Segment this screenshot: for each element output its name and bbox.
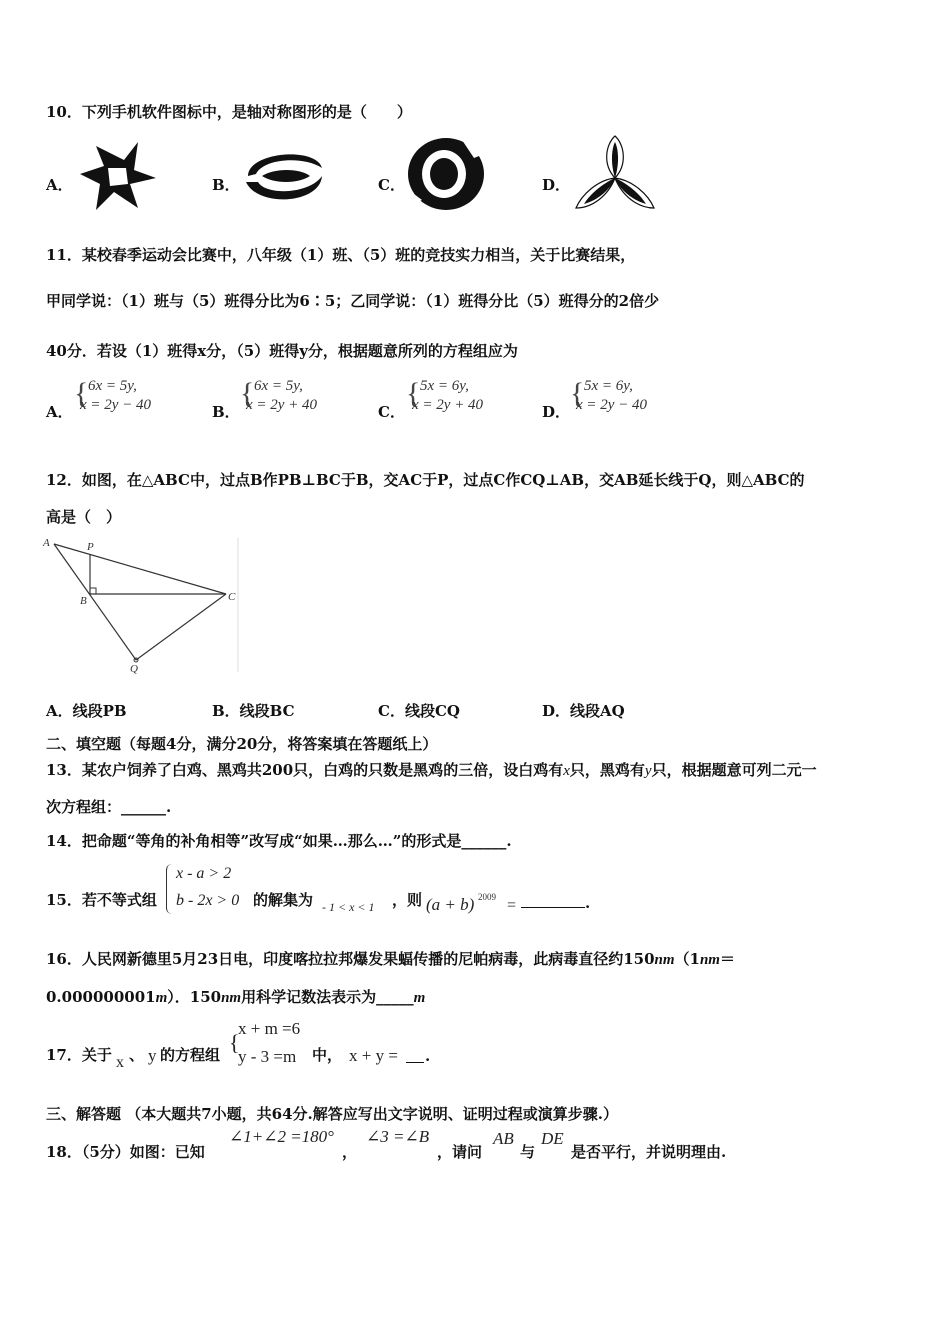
q12-line2: 高是（ ） [46,508,122,526]
swirl-icon [404,134,488,212]
q17-mid: 的方程组 [160,1046,221,1064]
q15-answer-blank [521,907,585,908]
q18-cond1: ∠1+∠2 =180° [229,1127,334,1146]
q15-equals: = [507,897,517,914]
q17-x: x [116,1054,124,1071]
q18-end: 是否平行，并说明理由. [571,1143,727,1161]
q12-option-d: D．线段AQ [542,702,625,720]
q12-option-a: A．线段PB [46,702,127,720]
q11-option-a-label: A． [46,403,73,421]
fig-label-c: C [228,591,236,603]
q18-cond2: ∠3 =∠B [366,1127,430,1146]
q17-brace: { [229,1030,240,1055]
double-arc-icon [244,146,324,206]
q15-exponent: 2009 [478,892,496,902]
q13-line1: 13．某农户饲养了白鸡、黑鸡共200只，白鸡的只数是黑鸡的三倍，设白鸡有x只，黑鸡有y只，根据题意可列二元一 [46,761,817,779]
q15-prefix: 15．若不等式组 [46,891,157,909]
q15-mid: 的解集为 [253,891,314,909]
star-icon [78,138,158,212]
q18-comma: ， [342,1143,358,1161]
fig-label-q: Q [130,663,138,674]
q17-after: 中， [312,1046,343,1064]
q15-system: x - a > 2 b - 2x > 0 [164,862,254,918]
q18-de: DE [541,1129,564,1148]
q10-option-b-label: B． [212,176,240,194]
trefoil-icon [572,134,658,212]
fig-label-p: P [87,541,94,553]
q16-line2: 0.000000001m）．150nm用科学记数法表示为_____m [46,988,426,1006]
q11-option-b-label: B． [212,403,240,421]
q18-ab: AB [493,1129,514,1148]
q17-expr: x + y = [349,1046,398,1065]
q11-line1: 11．某校春季运动会比赛中，八年级（1）班、（5）班的竞技实力相当，关于比赛结果， [46,246,636,264]
q10-option-d-label: D． [542,176,571,194]
q12-option-b: B．线段BC [212,702,295,720]
q18-ask: ，请问 [437,1143,483,1161]
q11-line2: 甲同学说：（1）班与（5）班得分比为6∶5；乙同学说：（1）班得分比（5）班得分的2倍少 [46,292,660,310]
q18-and: 与 [520,1143,536,1161]
q10-option-c-label: C． [378,176,405,194]
q11-option-c-label: C． [378,403,405,421]
section2-heading: 二、填空题（每题4分，满分20分，将答案填在答题纸上） [46,735,438,753]
q10-text: 10．下列手机软件图标中，是轴对称图形的是（ ） [46,103,412,121]
q15-then: ，则 [392,891,423,909]
q17-prefix: 17．关于 [46,1046,112,1064]
q10-option-a-label: A． [46,176,73,194]
q17-y: y [148,1046,157,1065]
q12-line1: 12．如图，在△ABC中，过点B作PB⊥BC于B，交AC于P，过点C作CQ⊥AB，交AB延长线于Q，则△ABC的 [46,471,805,489]
q11-line3: 40分．若设（1）班得x分，（5）班得y分，根据题意所列的方程组应为 [46,342,518,360]
fig-label-a: A [43,537,50,549]
q15-expr: (a + b) [426,895,475,914]
q17-eq2: y - 3 =m [238,1047,297,1066]
q15-range: - 1 < x < 1 [322,900,375,914]
triangle-figure [40,532,244,674]
q17-sep: 、 [129,1046,145,1064]
fig-label-b: B [80,595,87,607]
q17-eq1: x + m =6 [238,1019,301,1038]
q13-line2: 次方程组：______. [46,798,172,816]
q11-option-d-label: D． [542,403,571,421]
section3-heading: 三、解答题 （本大题共7小题，共64分.解答应写出文字说明、证明过程或演算步骤.） [46,1105,618,1123]
q14-text: 14．把命题“等角的补角相等”改写成“如果…那么…”的形式是______. [46,832,512,850]
q12-option-c: C．线段CQ [378,702,460,720]
q15-end: . [585,894,591,912]
q18-prefix: 18．（5分）如图：已知 [46,1143,205,1161]
q16-line1: 16．人民网新德里5月23日电，印度喀拉拉邦爆发果蝠传播的尼帕病毒，此病毒直径约150nm（1nm＝ [46,950,735,968]
q17-answer-blank [406,1062,424,1063]
q17-end: . [425,1047,431,1065]
